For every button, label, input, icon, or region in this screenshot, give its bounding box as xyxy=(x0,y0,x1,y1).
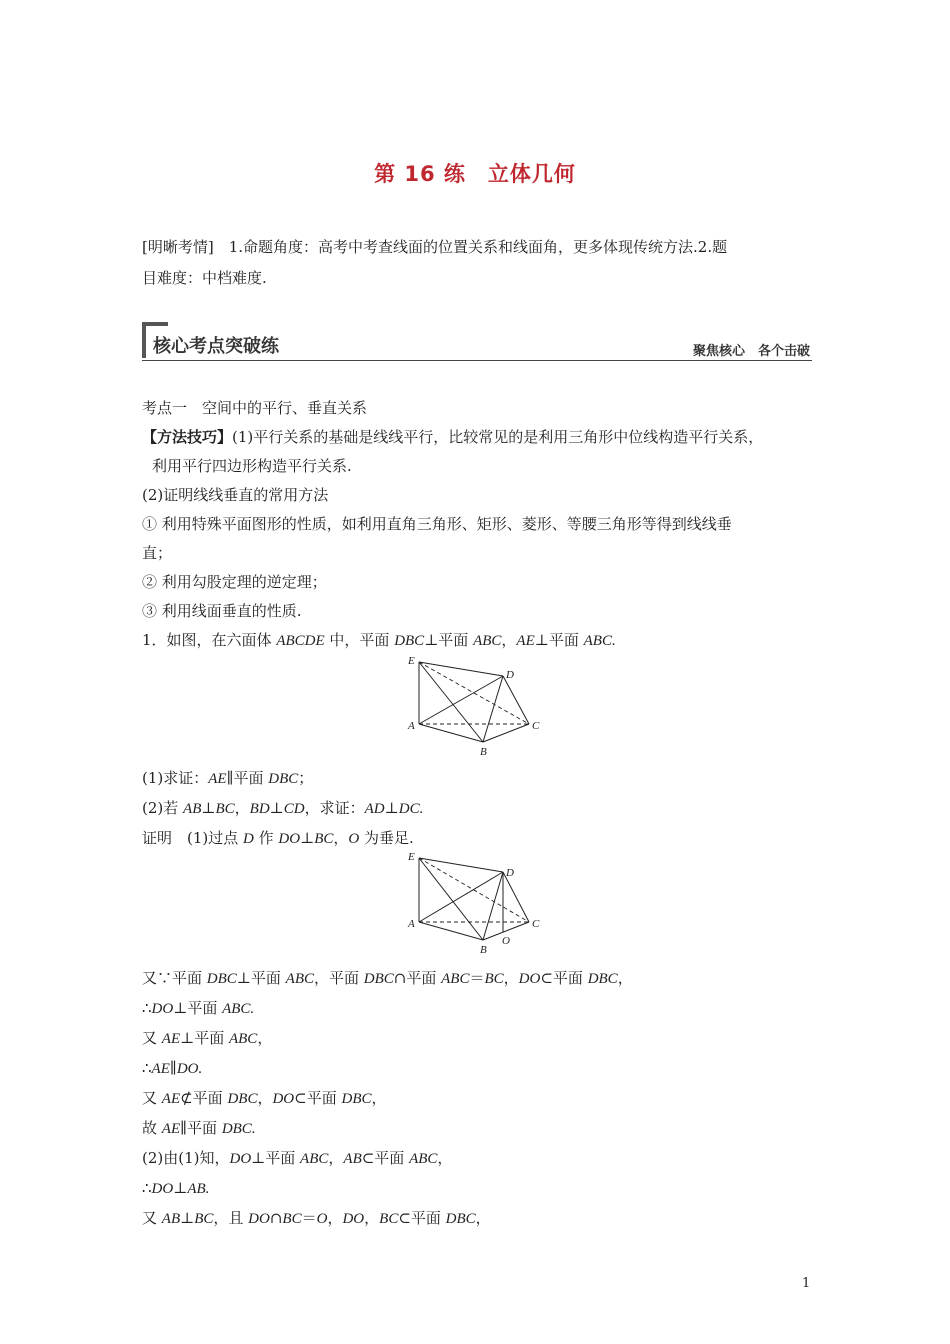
proof-line xyxy=(142,1204,817,1234)
proof-line xyxy=(142,964,817,994)
proof-segment: BC xyxy=(484,971,504,987)
vertex-label: A xyxy=(408,720,415,732)
proof-segment: AE xyxy=(161,1091,181,1107)
proof-segment: BC xyxy=(282,1211,302,1227)
proof-segment: (2)由(1)知， xyxy=(142,1149,230,1167)
proof-segment: ， xyxy=(617,969,633,987)
proof-segment: ＝ xyxy=(469,969,485,987)
proof-block xyxy=(142,964,817,1234)
method-item: ② 利用勾股定理的逆定理； xyxy=(142,573,327,591)
tip-text: (1)平行关系的基础是线线平行，比较常见的是利用三角形中位线构造平行关系， xyxy=(232,428,764,446)
proof-segment: ⊥平面 xyxy=(173,999,223,1017)
proof-segment: ， xyxy=(371,1089,387,1107)
banner-rule xyxy=(142,360,812,361)
proof-segment: DBC xyxy=(227,1091,258,1107)
proof-segment: 故 xyxy=(142,1119,162,1137)
problem-statement: 1．如图，在六面体 ABCDE 中，平面 DBC⊥平面 ABC，AE⊥平面 ABC. xyxy=(142,631,616,649)
proof-segment: DO. xyxy=(176,1061,203,1077)
method-block xyxy=(142,394,817,656)
proof-segment: DO xyxy=(151,1181,174,1197)
proof-segment: DBC xyxy=(587,971,618,987)
proof-segment: ⊥平面 xyxy=(251,1149,301,1167)
proof-segment: ABC xyxy=(300,1151,329,1167)
proof-segment: ABC xyxy=(409,1151,438,1167)
intro-block xyxy=(142,232,812,294)
intro-line: 目难度：中档难度. xyxy=(142,269,267,287)
banner-corner-mark xyxy=(142,322,168,326)
proof-segment: DO xyxy=(229,1151,252,1167)
proof-segment: AE xyxy=(151,1061,170,1077)
proof-segment: 又 xyxy=(142,1089,162,1107)
proof-segment: ， xyxy=(364,1209,380,1227)
banner-corner-mark xyxy=(142,322,146,358)
method-item: ① 利用特殊平面图形的性质，如利用直角三角形、矩形、菱形、等腰三角形等得到线线垂 xyxy=(142,515,732,533)
proof-segment: DO xyxy=(151,1001,174,1017)
question-2: (2)若 AB⊥BC，BD⊥CD，求证：AD⊥DC. xyxy=(142,799,424,817)
proof-segment: ABC xyxy=(441,971,470,987)
proof-segment: ⊥平面 xyxy=(236,969,286,987)
proof-segment: ⊂平面 xyxy=(540,969,588,987)
proof-segment: ∩ xyxy=(269,1209,283,1227)
proof-segment: DBC xyxy=(445,1211,476,1227)
proof-start: 证明 (1)过点 D 作 DO⊥BC，O 为垂足. xyxy=(142,829,414,847)
proof-line xyxy=(142,1084,817,1114)
vertex-label: O xyxy=(502,935,510,947)
proof-line xyxy=(142,1054,817,1084)
proof-segment: ， xyxy=(503,969,519,987)
proof-line xyxy=(142,1174,817,1204)
proof-segment: AE xyxy=(161,1031,181,1047)
proof-segment: ⊥ xyxy=(180,1209,195,1227)
proof-segment: 又∵平面 xyxy=(142,969,207,987)
proof-segment: BC xyxy=(379,1211,399,1227)
figure-hexahedron-with-o xyxy=(405,848,545,958)
method-item: ③ 利用线面垂直的性质. xyxy=(142,602,302,620)
proof-line xyxy=(142,1114,817,1144)
proof-segment: ∴ xyxy=(142,1059,152,1077)
proof-segment: AE xyxy=(161,1121,181,1137)
proof-segment: ABC xyxy=(228,1031,258,1047)
proof-segment: ∥平面 xyxy=(180,1119,222,1137)
proof-segment: ， xyxy=(257,1089,273,1107)
proof-segment: ，且 xyxy=(213,1209,249,1227)
method-title: (2)证明线线垂直的常用方法 xyxy=(142,486,329,504)
proof-segment: ⊂平面 xyxy=(361,1149,410,1167)
proof-segment: ⊂平面 xyxy=(294,1089,342,1107)
proof-segment: DBC. xyxy=(221,1121,256,1137)
vertex-label: C xyxy=(532,720,540,732)
vertex-label: D xyxy=(506,867,514,879)
section-banner xyxy=(142,322,812,364)
proof-segment: ， xyxy=(475,1209,491,1227)
proof-segment: ⊂平面 xyxy=(398,1209,446,1227)
proof-segment: ∥ xyxy=(169,1059,177,1077)
proof-line xyxy=(142,1144,817,1174)
method-item: 直； xyxy=(142,544,173,562)
proof-segment: DBC xyxy=(341,1091,372,1107)
proof-segment: ∴ xyxy=(142,1179,152,1197)
tip-label: 【方法技巧】 xyxy=(142,428,233,446)
proof-segment: ＝ xyxy=(301,1209,317,1227)
tip-line xyxy=(142,423,817,452)
proof-segment: ， xyxy=(328,1149,344,1167)
proof-line xyxy=(142,1024,817,1054)
proof-segment: ，平面 xyxy=(314,969,364,987)
vertex-label: E xyxy=(408,851,415,863)
figure-hexahedron xyxy=(405,652,545,760)
intro-line: [明晰考情] 1.命题角度：高考中考查线面的位置关系和线面角，更多体现传统方法.2.题 xyxy=(142,238,728,256)
vertex-label: D xyxy=(506,669,514,681)
proof-segment: AB xyxy=(343,1151,362,1167)
proof-segment: ⊥ xyxy=(173,1179,188,1197)
proof-segment: DO xyxy=(342,1211,365,1227)
proof-segment: ⊥平面 xyxy=(180,1029,229,1047)
proof-segment: ， xyxy=(437,1149,453,1167)
proof-segment: ABC xyxy=(285,971,314,987)
proof-segment: ∩平面 xyxy=(393,969,442,987)
proof-segment: AB. xyxy=(187,1181,210,1197)
vertex-label: C xyxy=(532,918,540,930)
proof-segment: ∴ xyxy=(142,999,152,1017)
proof-segment: 又 xyxy=(142,1209,162,1227)
proof-segment: ⊄平面 xyxy=(180,1089,228,1107)
proof-segment: ， xyxy=(257,1029,273,1047)
vertex-label: E xyxy=(408,655,415,667)
section-heading: 考点一 空间中的平行、垂直关系 xyxy=(142,399,368,417)
tip-line: 利用平行四边形构造平行关系. xyxy=(152,457,352,475)
page-title: 第 16 练 立体几何 xyxy=(374,162,576,186)
proof-segment: AB xyxy=(161,1211,181,1227)
proof-segment: ， xyxy=(327,1209,343,1227)
proof-segment: DO xyxy=(272,1091,295,1107)
proof-segment: DBC xyxy=(363,971,394,987)
banner-subtitle: 聚焦核心 各个击破 xyxy=(692,344,810,359)
vertex-label: B xyxy=(480,944,487,956)
proof-segment: DO xyxy=(518,971,541,987)
vertex-label: B xyxy=(480,746,487,758)
banner-title: 核心考点突破练 xyxy=(153,336,279,357)
problem-questions xyxy=(142,764,817,854)
page-number: 1 xyxy=(802,1276,811,1291)
proof-line xyxy=(142,994,817,1024)
proof-segment: BC xyxy=(194,1211,214,1227)
proof-segment: O xyxy=(316,1211,328,1227)
proof-segment: DBC xyxy=(206,971,237,987)
proof-segment: DO xyxy=(248,1211,270,1227)
vertex-label: A xyxy=(408,918,415,930)
proof-segment: 又 xyxy=(142,1029,162,1047)
question-1: (1)求证：AE∥平面 DBC； xyxy=(142,769,314,787)
proof-segment: ABC. xyxy=(222,1001,255,1017)
